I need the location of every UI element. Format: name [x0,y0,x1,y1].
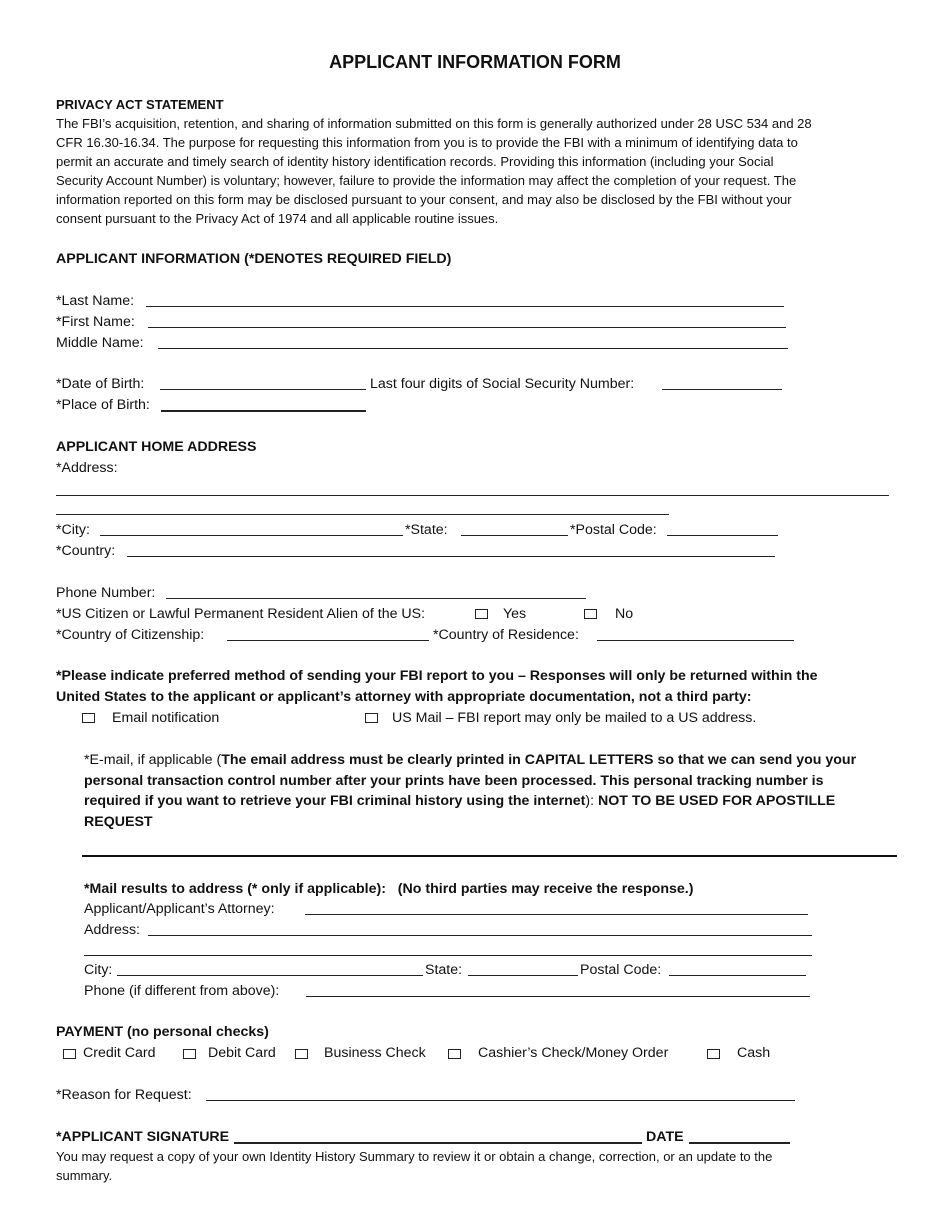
mail-state-field[interactable] [468,975,578,976]
last-name-field[interactable] [146,306,784,307]
mail-address-label: Address: [84,922,140,938]
business-check-label: Business Check [324,1045,426,1061]
home-address-heading: APPLICANT HOME ADDRESS [56,439,257,455]
applicant-info-heading: APPLICANT INFORMATION (*DENOTES REQUIRED FIELD) [56,251,452,267]
privacy-line: The FBI’s acquisition, retention, and sharing of information submitted on this form is generally authorized under 28 USC 534 and 28 [56,116,812,131]
ssn-label: Last four digits of Social Security Number: [370,376,635,392]
citizen-yes-checkbox[interactable] [475,609,488,619]
mail-address-field-line-1[interactable] [148,935,812,936]
mail-city-field[interactable] [117,975,423,976]
date-field[interactable] [689,1142,790,1144]
cash-checkbox[interactable] [707,1049,720,1059]
privacy-heading: PRIVACY ACT STATEMENT [56,97,224,112]
mail-state-label: State: [425,962,463,978]
page-title: APPLICANT INFORMATION FORM [329,52,621,72]
us-mail-checkbox[interactable] [365,713,378,723]
footer-note-cont: summary. [56,1168,113,1183]
phone-field[interactable] [166,598,586,599]
state-label: *State: [405,522,448,538]
citizenship-label: *Country of Citizenship: [56,627,205,643]
cashiers-check-checkbox[interactable] [448,1049,461,1059]
address-field-line-1[interactable] [56,495,889,496]
footer-note: You may request a copy of your own Identity History Summary to review it or obtain a change, correction, or an update to the [56,1149,773,1164]
postal-label: *Postal Code: [570,522,657,538]
citizen-question: *US Citizen or Lawful Permanent Resident Alien of the US: [56,606,426,622]
middle-name-field[interactable] [158,348,788,349]
state-field[interactable] [461,535,568,536]
last-name-label: *Last Name: [56,293,135,309]
cashiers-check-label: Cashier’s Check/Money Order [478,1045,669,1061]
mail-address-field-line-2[interactable] [84,955,812,956]
postal-field[interactable] [667,535,778,536]
first-name-label: *First Name: [56,314,135,330]
pob-field[interactable] [161,410,366,412]
mail-city-label: City: [84,962,113,978]
reason-label: *Reason for Request: [56,1087,192,1103]
email-instructions-line-1: *E-mail, if applicable (The email address must be clearly printed in CAPITAL LETTERS so that we can send you your [84,752,857,768]
middle-name-label: Middle Name: [56,335,144,351]
delivery-question-cont: United States to the applicant or applicant’s attorney with appropriate documentation, not a third party: [56,689,752,705]
cash-label: Cash [737,1045,771,1061]
signature-field[interactable] [234,1142,642,1144]
dob-label: *Date of Birth: [56,376,145,392]
debit-card-label: Debit Card [208,1045,276,1061]
email-notification-checkbox[interactable] [82,713,95,723]
pob-label: *Place of Birth: [56,397,150,413]
ssn-field[interactable] [662,389,782,390]
city-label: *City: [56,522,90,538]
address-field-line-2[interactable] [56,514,669,515]
email-instructions-line-2: personal transaction control number after your prints have been processed. This personal tracking number is [84,773,824,789]
credit-card-label: Credit Card [83,1045,156,1061]
business-check-checkbox[interactable] [295,1049,308,1059]
privacy-line: Security Account Number) is voluntary; however, failure to provide the information may affect the completion of your request. The [56,173,797,188]
mail-results-heading: *Mail results to address (* only if applicable): (No third parties may receive the response.) [84,881,694,897]
privacy-line: consent pursuant to the Privacy Act of 1974 and all applicable routine issues. [56,211,499,226]
mail-phone-label: Phone (if different from above): [84,983,280,999]
debit-card-checkbox[interactable] [183,1049,196,1059]
date-label: DATE [646,1129,684,1145]
residence-label: *Country of Residence: [433,627,579,643]
country-label: *Country: [56,543,116,559]
privacy-line: CFR 16.30-16.34. The purpose for requesting this information from you is to provide the FBI with a minimum of identifying data to [56,135,798,150]
reason-field[interactable] [206,1100,795,1101]
citizen-no-label: No [615,606,634,622]
payment-heading: PAYMENT (no personal checks) [56,1024,269,1040]
email-instructions-line-3: required if you want to retrieve your FBI criminal history using the internet): NOT TO BE USED FOR APOSTILLE [84,793,836,809]
delivery-question: *Please indicate preferred method of sending your FBI report to you – Responses will only be returned within the [56,668,818,684]
residence-field[interactable] [597,640,794,641]
privacy-line: information reported on this form may be disclosed pursuant to your consent, and may also be disclosed by the FBI without your [56,192,792,207]
country-field[interactable] [127,556,775,557]
email-instructions-line-4: REQUEST [84,814,153,830]
phone-label: Phone Number: [56,585,156,601]
privacy-line: permit an accurate and timely search of identity history identification records. Providing this information (including your Social [56,154,774,169]
signature-label: *APPLICANT SIGNATURE [56,1129,230,1145]
email-field[interactable] [82,855,897,857]
mail-phone-field[interactable] [306,996,810,997]
credit-card-checkbox[interactable] [63,1049,76,1059]
first-name-field[interactable] [148,327,786,328]
address-label: *Address: [56,460,118,476]
citizen-yes-label: Yes [503,606,527,622]
citizen-no-checkbox[interactable] [584,609,597,619]
mail-postal-label: Postal Code: [580,962,662,978]
citizenship-field[interactable] [227,640,429,641]
email-notification-label: Email notification [112,710,220,726]
mail-postal-field[interactable] [669,975,806,976]
us-mail-label: US Mail – FBI report may only be mailed to a US address. [392,710,757,726]
attorney-field[interactable] [305,914,808,915]
attorney-label: Applicant/Applicant’s Attorney: [84,901,275,917]
city-field[interactable] [100,535,403,536]
dob-field[interactable] [160,389,366,390]
